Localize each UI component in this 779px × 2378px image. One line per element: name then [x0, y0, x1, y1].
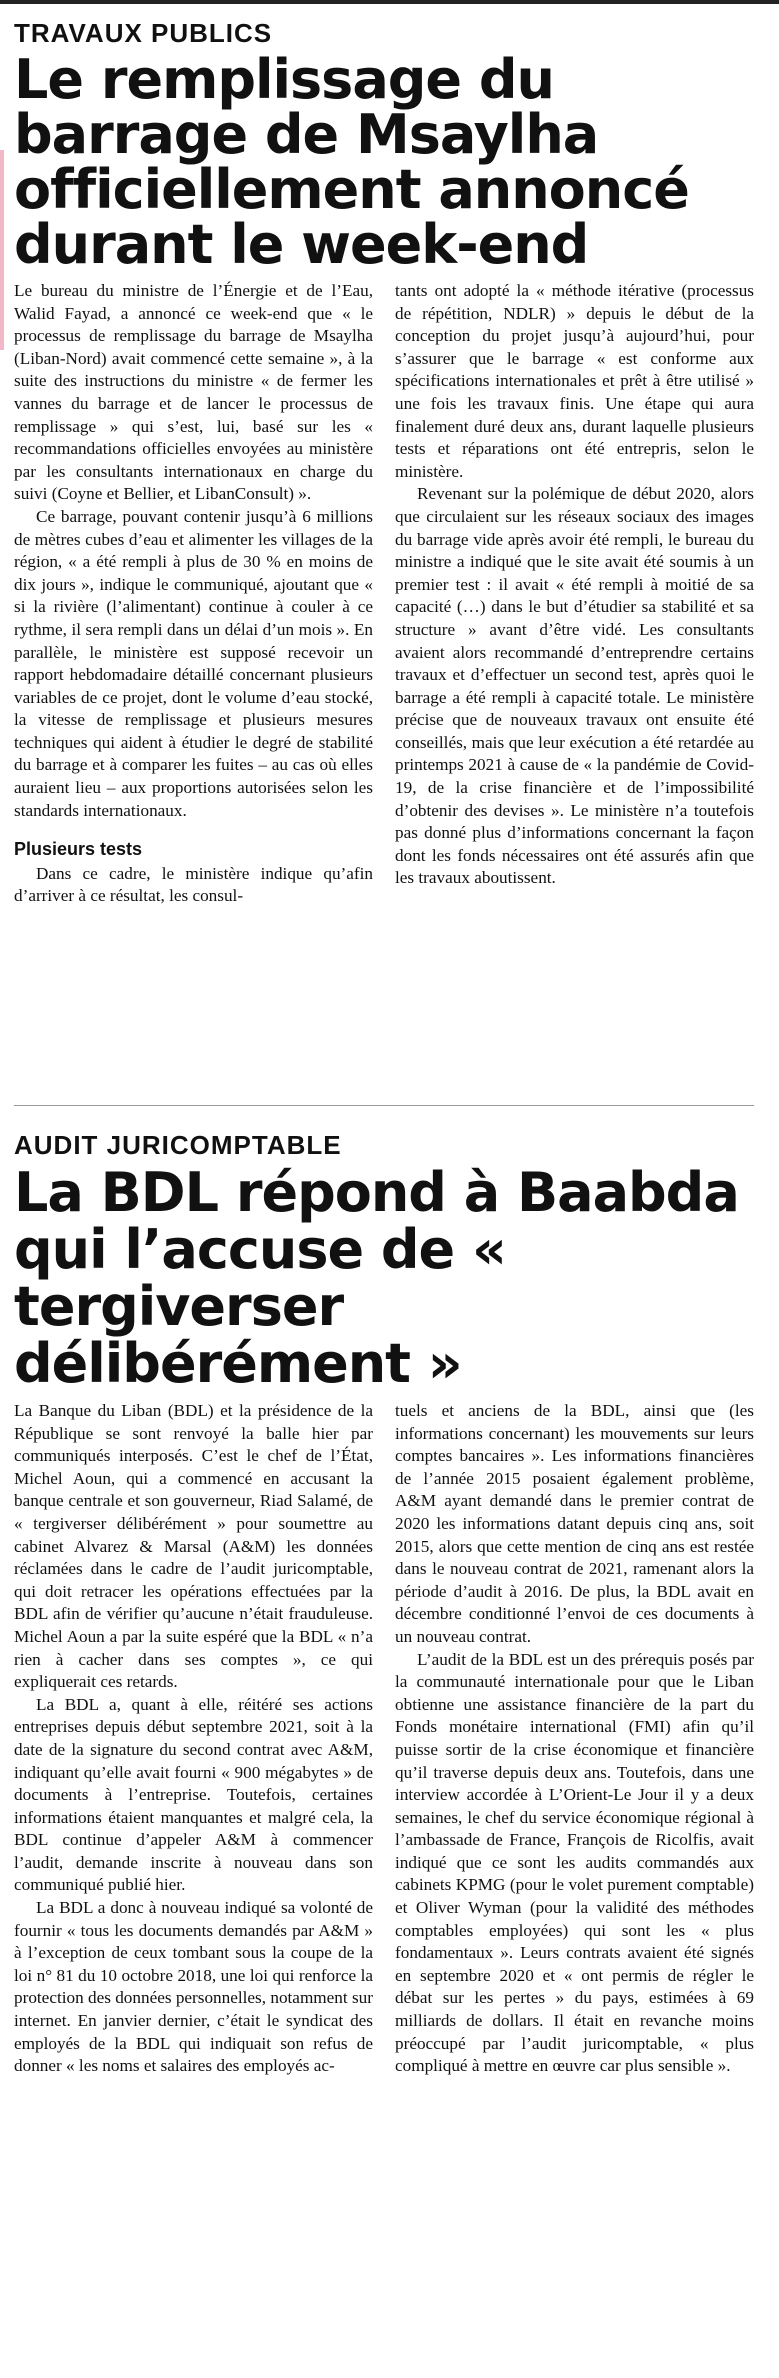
top-rule [0, 0, 779, 4]
article-kicker: TRAVAUX PUBLICS [14, 18, 273, 48]
paragraph: tuels et anciens de la BDL, ainsi que (les informations concernant) les mouvements sur leurs comptes bancaires ». Les informations financières de l’année 2015 posaient également problème, A&M ayant demandé dans le premier contrat de 2020 les informations datant depuis cinq ans, soit 2015, alors que cette mention de cinq ans est restée dans le nouveau contrat de 2021, ramenant alors la période d’audit à 2016. De plus, la BDL avait en décembre conditionné l’envoi de ces documents à un nouveau contrat. [395, 1401, 754, 1646]
paragraph: Dans ce cadre, le ministère indique qu’afin d’arriver à ce résultat, les consul- [14, 863, 373, 906]
paragraph: Revenant sur la polémique de début 2020, alors que circulaient sur les réseaux sociaux des images du barrage vide après avoir été rempli, le bureau du ministre a indiqué que le site avait été soumis à un premier test : il avait « été rempli à moitié de sa capacité (…) dans le but d’étudier sa stabilité et sa structure » avant d’être vidé. Les consultants avaient alors recommandé d’entreprendre certains travaux et d’effectuer un second test, après quoi le barrage a été rempli à capacité totale. Le ministère précise que de nouveaux travaux ont ensuite été conseillés, mais que leur exécution a été retardée au printemps 2021 à cause de « la pandémie de Covid-19, de la crise financière et de l’impossibilité d’obtenir des devises ». Le ministère n’a toutefois pas donné plus d’informations concernant la façon dont les fonds nécessaires ont été assurés afin que les travaux aboutissent. [395, 484, 754, 888]
article-divider [14, 1105, 754, 1106]
article-columns [14, 1400, 754, 2078]
paragraph: La BDL a donc à nouveau indiqué sa volonté de fournir « tous les documents demandés par A&M » à l’exception de ceux tombant sous la coupe de la loi n° 81 du 10 octobre 2018, une loi qui renforce la protection des données personnelles, notamment sur internet. En janvier dernier, c’était le syndicat des employés de la BDL qui indiquait son refus de donner « les noms et salaires des employés ac- [14, 1898, 373, 2076]
paragraph: Le bureau du ministre de l’Énergie et de l’Eau, Walid Fayad, a annoncé ce week-end que « le processus de remplissage du barrage de Msaylha (Liban-Nord) avait commencé cette semaine », à la suite des instructions du ministre « de fermer les vannes du barrage et de lancer le processus de remplissage » qui s’est, lui, basé sur les « recommandations officielles envoyées au ministère par les consultants internationaux en charge du suivi (Coyne et Bellier, et LibanConsult) ». [14, 281, 373, 504]
column-right [395, 1400, 754, 2078]
article-headline: Le remplissage du barrage de Msaylha officiellement annoncé durant le week-end [14, 48, 689, 276]
column-left [14, 280, 373, 908]
paragraph: Ce barrage, pouvant contenir jusqu’à 6 millions de mètres cubes d’eau et alimenter les villages de la région, « a été rempli à plus de 30 % en moins de dix jours », indique le communiqué, ajoutant que « si la rivière (l’alimentant) continue à couler à ce rythme, il sera rempli dans un délai d’un mois ». En parallèle, le ministère est supposé recevoir un rapport hebdomadaire détaillé concernant plusieurs variables de ce projet, dont le volume d’eau stocké, la vitesse de remplissage et plusieurs mesures techniques qui aident à étudier le degré de stabilité du barrage et à comparer les fuites – au cas où elles auraient lieu – aux proportions autorisées selon les standards internationaux. [14, 506, 373, 820]
article-kicker: AUDIT JURICOMPTABLE [14, 1130, 342, 1160]
subheading: Plusieurs tests [14, 839, 143, 860]
article-headline: La BDL répond à Baabda qui l’accuse de « tergiverser délibérément » [14, 1161, 739, 1395]
column-right [395, 280, 754, 908]
paragraph: tants ont adopté la « méthode itérative (processus de répétition, NDLR) » depuis le début de la conception du projet jusqu’à aujourd’hui, pour s’assurer que le barrage « est conforme aux spécifications internationales et prêt à être utilisé » une fois les travaux finis. Une étape qui aura finalement duré deux ans, durant laquelle plusieurs tests et réparations ont été entrepris, selon le ministère. [395, 281, 754, 481]
column-left [14, 1400, 373, 2078]
paragraph: La Banque du Liban (BDL) et la présidence de la République se sont renvoyé la balle hier par communiqués interposés. C’est le chef de l’État, Michel Aoun, qui a commencé en accusant la banque centrale et son gouverneur, Riad Salamé, de « tergiverser délibérément » pour soumettre au cabinet Alvarez & Marsal (A&M) les données réclamées dans le cadre de l’audit juricomptable, qui doit retracer les opérations effectuées par la BDL afin de vérifier qu’aucune n’était frauduleuse. Michel Aoun a par la suite espéré que la BDL « n’a rien à cacher dans ses comptes », ce qui expliquerait ces retards. [14, 1401, 373, 1692]
article-barrage [14, 12, 754, 908]
article-bdl [14, 1124, 754, 2078]
paragraph: La BDL a, quant à elle, réitéré ses actions entreprises depuis début septembre 2021, soit à la date de la signature du second contrat avec A&M, indiquant qu’elle avait fourni « 900 mégabytes » de documents à l’entreprise. Toutefois, certaines informations étaient manquantes et malgré cela, la BDL continue d’appeler A&M à commencer l’audit, demande inscrite à nouveau dans son communiqué publié hier. [14, 1694, 373, 1895]
article-columns [14, 280, 754, 908]
paragraph: L’audit de la BDL est un des prérequis posés par la communauté internationale pour que le Liban obtienne une assistance financière de la part du Fonds monétaire international (FMI) afin qu’il puisse sortir de la crise économique et financière qu’il traverse depuis deux ans. Toutefois, dans une interview accordée à L’Orient-Le Jour il y a deux semaines, le chef du service économique régional à l’ambassade de France, François de Ricolfis, avait indiqué que ce sont les audits commandés aux cabinets KPMG (pour le volet purement comptable) et Oliver Wyman (pour la validité des méthodes comptables employées) qui sont les « plus fondamentaux ». Leurs contrats avaient été signés en septembre 2020 et « ont permis de régler le débat sur les pertes » du pays, estimées à 69 milliards de dollars. Il était en revanche moins préoccupé par l’audit juricomptable, « plus compliqué à mettre en œuvre car plus sensible ». [395, 1649, 754, 2076]
page-edge-mark [0, 150, 4, 350]
